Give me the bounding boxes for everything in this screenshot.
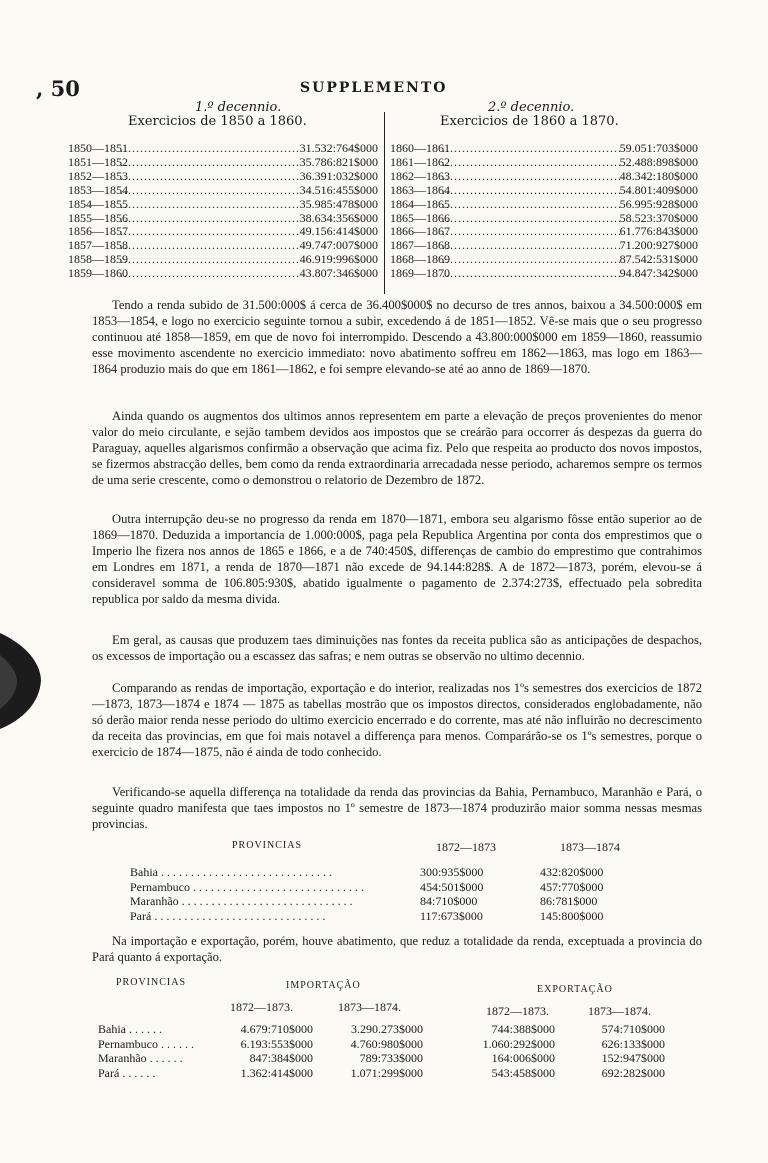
leader-dots [442, 212, 620, 226]
table2-exp-col1: 1872—1873. [486, 1004, 549, 1018]
importacao-1873-1874: 3.290.273$000 [351, 1022, 423, 1036]
value-1873-1874: 86:781$000 [540, 894, 598, 909]
province-name: Maranhão [130, 894, 179, 909]
revenue-value: 71.200:927$000 [619, 238, 698, 253]
decennio-row [68, 142, 378, 156]
leader-dots [442, 156, 620, 170]
decennio-row [390, 253, 698, 267]
page-number: , 50 [36, 76, 80, 101]
province-name: Pernambuco [130, 879, 190, 894]
decennio-row [390, 267, 698, 281]
spacer [423, 1051, 445, 1066]
paragraph-1: Tendo a renda subido de 31.500:000$ á cerca de 36.400$000$ no decurso de tres annos, baixou a 34.500:000$ em 1853—1854, e logo no exercicio seguinte tornou a subir, excedendo á de 1851—1852. Vê-se mais que o seu progresso continuou até 1858—1859, em que de novo foi interrompido. Descendo a 43.800:000$000 em 1859—1860, reassumio esse movimento ascendente no exercicio immediato: novo abatimento soffreu em 1862—1863, mas logo em 1863—1864 produzio mais do que em 1861—1862, e foi sempre elevando-se até ao anno de 1869—1870. [92, 298, 702, 376]
decennio2-table [390, 142, 698, 281]
leader-dots [120, 184, 300, 198]
importacao-1872-1873: 6.193:553$000 [240, 1036, 313, 1051]
importacao-1873-1874: 1.071:299$000 [350, 1065, 423, 1080]
year-range: 1865—1866 [390, 210, 450, 225]
table2-imp-col2: 1873—1874. [338, 1000, 401, 1014]
exportacao-1873-1874: 692:282$000 [601, 1065, 665, 1080]
province-cell [98, 1066, 203, 1081]
year-range: 1863—1864 [390, 182, 450, 197]
province-name: Pará [98, 1065, 120, 1080]
exportacao-1873-1874: 626:133$000 [601, 1036, 665, 1051]
exportacao-1872-1873: 543:458$000 [491, 1065, 555, 1080]
decennio-row [68, 156, 378, 170]
year-range: 1864—1865 [390, 196, 450, 211]
decennio2-subtitle: Exercicios de 1860 a 1870. [440, 114, 619, 129]
year-range: 1852—1853 [68, 168, 128, 183]
value-1872-1873: 300:935$000 [420, 865, 484, 879]
table1-row [130, 880, 670, 895]
importacao-1873-1874: 4.760:980$000 [350, 1036, 423, 1051]
table2-row [98, 1066, 698, 1081]
leader-dots [151, 909, 325, 923]
province-cell [98, 1037, 203, 1052]
revenue-value: 54.801:409$000 [619, 182, 698, 197]
importacao-1873-1874: 789:733$000 [359, 1051, 423, 1066]
year-range: 1857—1858 [68, 238, 128, 253]
revenue-value: 49.747:007$000 [299, 238, 378, 253]
running-head: SUPPLEMENTO [300, 80, 448, 96]
exportacao-1873-1874: 152:947$000 [601, 1051, 665, 1066]
revenue-value: 48.342:180$000 [619, 168, 698, 183]
province-cell [130, 865, 420, 880]
province-cell [130, 909, 420, 924]
paragraph-6: Verificando-se aquella differença na totalidade da renda das provincias da Bahia, Pernambuco, Maranhão e Pará, o seguinte quadro manifesta que taes impostos no 1º semestre de 1873—1874 produzirão maior somma nessas mesmas provincias. [92, 785, 702, 831]
paragraph-4: Em geral, as causas que produzem taes diminuições nas fontes da receita publica são as anticipações de despachos, os excessos de importação ou a escassez das safras; e nem outras se observão no ultimo decennio. [92, 633, 702, 663]
year-range: 1861—1862 [390, 154, 450, 169]
paragraph-3: Outra interrupção deu-se no progresso da renda em 1870—1871, embora seu algarismo fôsse então superior ao de 1869—1870. Deduzida a importancia de 1.000:000$, paga pela Republica Argentina por conta dos emprestimos que o Imperio lhe fizera nos annos de 1865 e 1866, e a de 740:450$, differenças de cambio do emprestimo que contrahimos em Londres em 1871, a renda de 1870—1871 não excede de 94.144:828$. A de 1872—1873, porém, elevou-se á consideravel somma de 106.805:930$, abatido igualmente o pagamento de 2.374:273$, effectuado pela sobredita republica por saldo da mesma divida. [92, 512, 702, 606]
leader-dots [442, 267, 620, 281]
leader-dots [442, 239, 620, 253]
leader-dots [120, 212, 300, 226]
year-range: 1858—1859 [68, 252, 128, 267]
table1-header-col1: 1872—1873 [436, 840, 496, 854]
table2-imp-col1: 1872—1873. [230, 1000, 293, 1014]
year-range: 1859—1860 [68, 266, 128, 281]
leader-dots [442, 225, 620, 239]
year-range: 1851—1852 [68, 154, 128, 169]
revenue-value: 31.532:764$000 [299, 141, 378, 155]
province-name: Bahia [130, 865, 158, 879]
decennio-row [390, 170, 698, 184]
decennio-row [68, 253, 378, 267]
value-1872-1873: 117:673$000 [420, 908, 483, 923]
revenue-value: 52.488:898$000 [619, 154, 698, 169]
year-range: 1854—1855 [68, 196, 128, 211]
province-cell [98, 1051, 203, 1066]
revenue-value: 35.985:478$000 [299, 196, 378, 211]
decennio-row [390, 225, 698, 239]
importacao-1872-1873: 1.362:414$000 [240, 1065, 313, 1080]
province-cell [130, 894, 420, 909]
leader-dots [120, 239, 300, 253]
value-1873-1874: 432:820$000 [540, 865, 604, 879]
table2-row [98, 1022, 698, 1037]
decennio1-table [68, 142, 378, 281]
decennio-row [68, 225, 378, 239]
leader-dots [147, 1051, 183, 1065]
leader-dots [120, 225, 300, 239]
year-range: 1869—1870 [390, 266, 450, 281]
table2-body [98, 1022, 698, 1080]
exportacao-1872-1873: 744:388$000 [491, 1022, 555, 1036]
leader-dots [120, 253, 300, 267]
decennio-row [68, 212, 378, 226]
table2-header-exportacao: EXPORTAÇÃO [537, 984, 613, 995]
decennio-row [68, 198, 378, 212]
value-1873-1874: 145:800$000 [540, 908, 604, 923]
exportacao-1872-1873: 164:006$000 [491, 1051, 555, 1066]
decennio-row [68, 267, 378, 281]
revenue-value: 56.995:928$000 [619, 196, 698, 211]
table1-row [130, 865, 670, 880]
table1-row [130, 909, 670, 924]
table1-header-provincias: PROVINCIAS [232, 840, 303, 851]
year-range: 1853—1854 [68, 182, 128, 197]
leader-dots [158, 1037, 194, 1051]
revenue-value: 46.919:996$000 [299, 252, 378, 267]
revenue-value: 49.156:414$000 [299, 224, 378, 239]
paragraph-5: Comparando as rendas de importação, exportação e do interior, realizadas nos 1ºs semestres dos exercicios de 1872—1873, 1873—1874 e 1874 — 1875 as tabellas mostrão que os impostos directos, considerados englobadamente, não só derão maior renda nesse periodo do ultimo exercicio encerrado e do corrente, mas até não influirão no decrescimento da receita das provincias, em que foi mais notavel a differença para menos. Comparárão-se os 1ºs semestres, porque o exercicio de 1874—1875, não é ainda de todo conhecido. [92, 681, 702, 759]
leader-dots [190, 880, 364, 894]
decennio-row [390, 239, 698, 253]
province-name: Bahia [98, 1022, 126, 1036]
value-1873-1874: 457:770$000 [540, 879, 604, 894]
decennio1-subtitle: Exercicios de 1850 a 1860. [128, 114, 307, 129]
province-cell [98, 1022, 203, 1037]
binding-blot-mark [0, 625, 44, 735]
revenue-value: 58.523:370$000 [619, 210, 698, 225]
decennio-row [390, 198, 698, 212]
leader-dots [119, 1066, 155, 1080]
table2-header-importacao: IMPORTAÇÃO [286, 980, 361, 991]
leader-dots [120, 198, 300, 212]
exportacao-1873-1874: 574:710$000 [601, 1022, 665, 1036]
year-range: 1862—1863 [390, 168, 450, 183]
revenue-value: 87.542:531$000 [619, 252, 698, 267]
table2-exp-col2: 1873—1874. [588, 1004, 651, 1018]
table1-header-col2: 1873—1874 [560, 840, 620, 854]
decennio1-title: 1.º decennio. [195, 100, 282, 115]
year-range: 1866—1867 [390, 224, 450, 239]
revenue-value: 38.634:356$000 [299, 210, 378, 225]
spacer [423, 1022, 445, 1037]
leader-dots [179, 894, 353, 908]
revenue-value: 35.786:821$000 [299, 154, 378, 169]
revenue-value: 61.776:843$000 [619, 224, 698, 239]
leader-dots [120, 170, 300, 184]
province-cell [130, 880, 420, 895]
year-range: 1856—1857 [68, 224, 128, 239]
year-range: 1860—1861 [390, 141, 450, 155]
province-name: Maranhão [98, 1051, 147, 1066]
province-name: Pará [130, 908, 152, 923]
leader-dots [126, 1022, 162, 1036]
table2-row [98, 1051, 698, 1066]
decennio2-title: 2.º decennio. [488, 100, 575, 115]
year-range: 1855—1856 [68, 210, 128, 225]
table1-row [130, 894, 670, 909]
decennio-row [390, 212, 698, 226]
leader-dots [120, 156, 300, 170]
importacao-1872-1873: 4.679:710$000 [240, 1022, 313, 1036]
decennio-row [68, 184, 378, 198]
leader-dots [442, 253, 620, 267]
revenue-value: 94.847:342$000 [619, 266, 698, 281]
table2-row [98, 1037, 698, 1052]
value-1872-1873: 454:501$000 [420, 879, 484, 894]
decennio-row [68, 239, 378, 253]
exportacao-1872-1873: 1.060:292$000 [482, 1036, 555, 1051]
year-range: 1850—1851 [68, 141, 128, 155]
province-name: Pernambuco [98, 1036, 158, 1051]
importacao-1872-1873: 847:384$000 [249, 1051, 313, 1066]
column-divider [384, 112, 385, 294]
spacer [423, 1066, 445, 1081]
paragraph-2: Ainda quando os augmentos dos ultimos annos representem em parte a elevação de preços provenientes do menor valor do meio circulante, e sejão tambem devidos aos impostos que se creárão para occorrer ás despezas da guerra do Paraguay, aquelles algarismos confirmão a observação que acima fiz. Pelo que respeita ao producto dos novos impostos, se fizermos abstracção delles, bem como da renda extraordinaria arrecadada nesse periodo, acharemos sempre os termos de uma serie crescente, como o demonstrou o relatorio de Dezembro de 1872. [92, 409, 702, 487]
decennio-row [68, 170, 378, 184]
year-range: 1868—1869 [390, 252, 450, 267]
table2-header-provincias: PROVINCIAS [116, 977, 187, 988]
leader-dots [158, 865, 332, 879]
revenue-value: 43.807:346$000 [299, 266, 378, 281]
leader-dots [120, 267, 300, 281]
value-1872-1873: 84:710$000 [420, 894, 478, 909]
decennio-row [390, 184, 698, 198]
decennio-row [390, 156, 698, 170]
leader-dots [442, 198, 620, 212]
leader-dots [442, 184, 620, 198]
leader-dots [442, 142, 620, 156]
revenue-value: 59.051:703$000 [619, 141, 698, 155]
leader-dots [120, 142, 300, 156]
revenue-value: 34.516:455$000 [299, 182, 378, 197]
leader-dots [442, 170, 620, 184]
decennio-row [390, 142, 698, 156]
year-range: 1867—1868 [390, 238, 450, 253]
spacer [423, 1037, 445, 1052]
revenue-value: 36.391:032$000 [299, 168, 378, 183]
table1-body [130, 865, 670, 923]
paragraph-after-table1: Na importação e exportação, porém, houve abatimento, que reduz a totalidade da renda, exceptuada a provincia do Pará quanto á exportação. [92, 934, 702, 964]
